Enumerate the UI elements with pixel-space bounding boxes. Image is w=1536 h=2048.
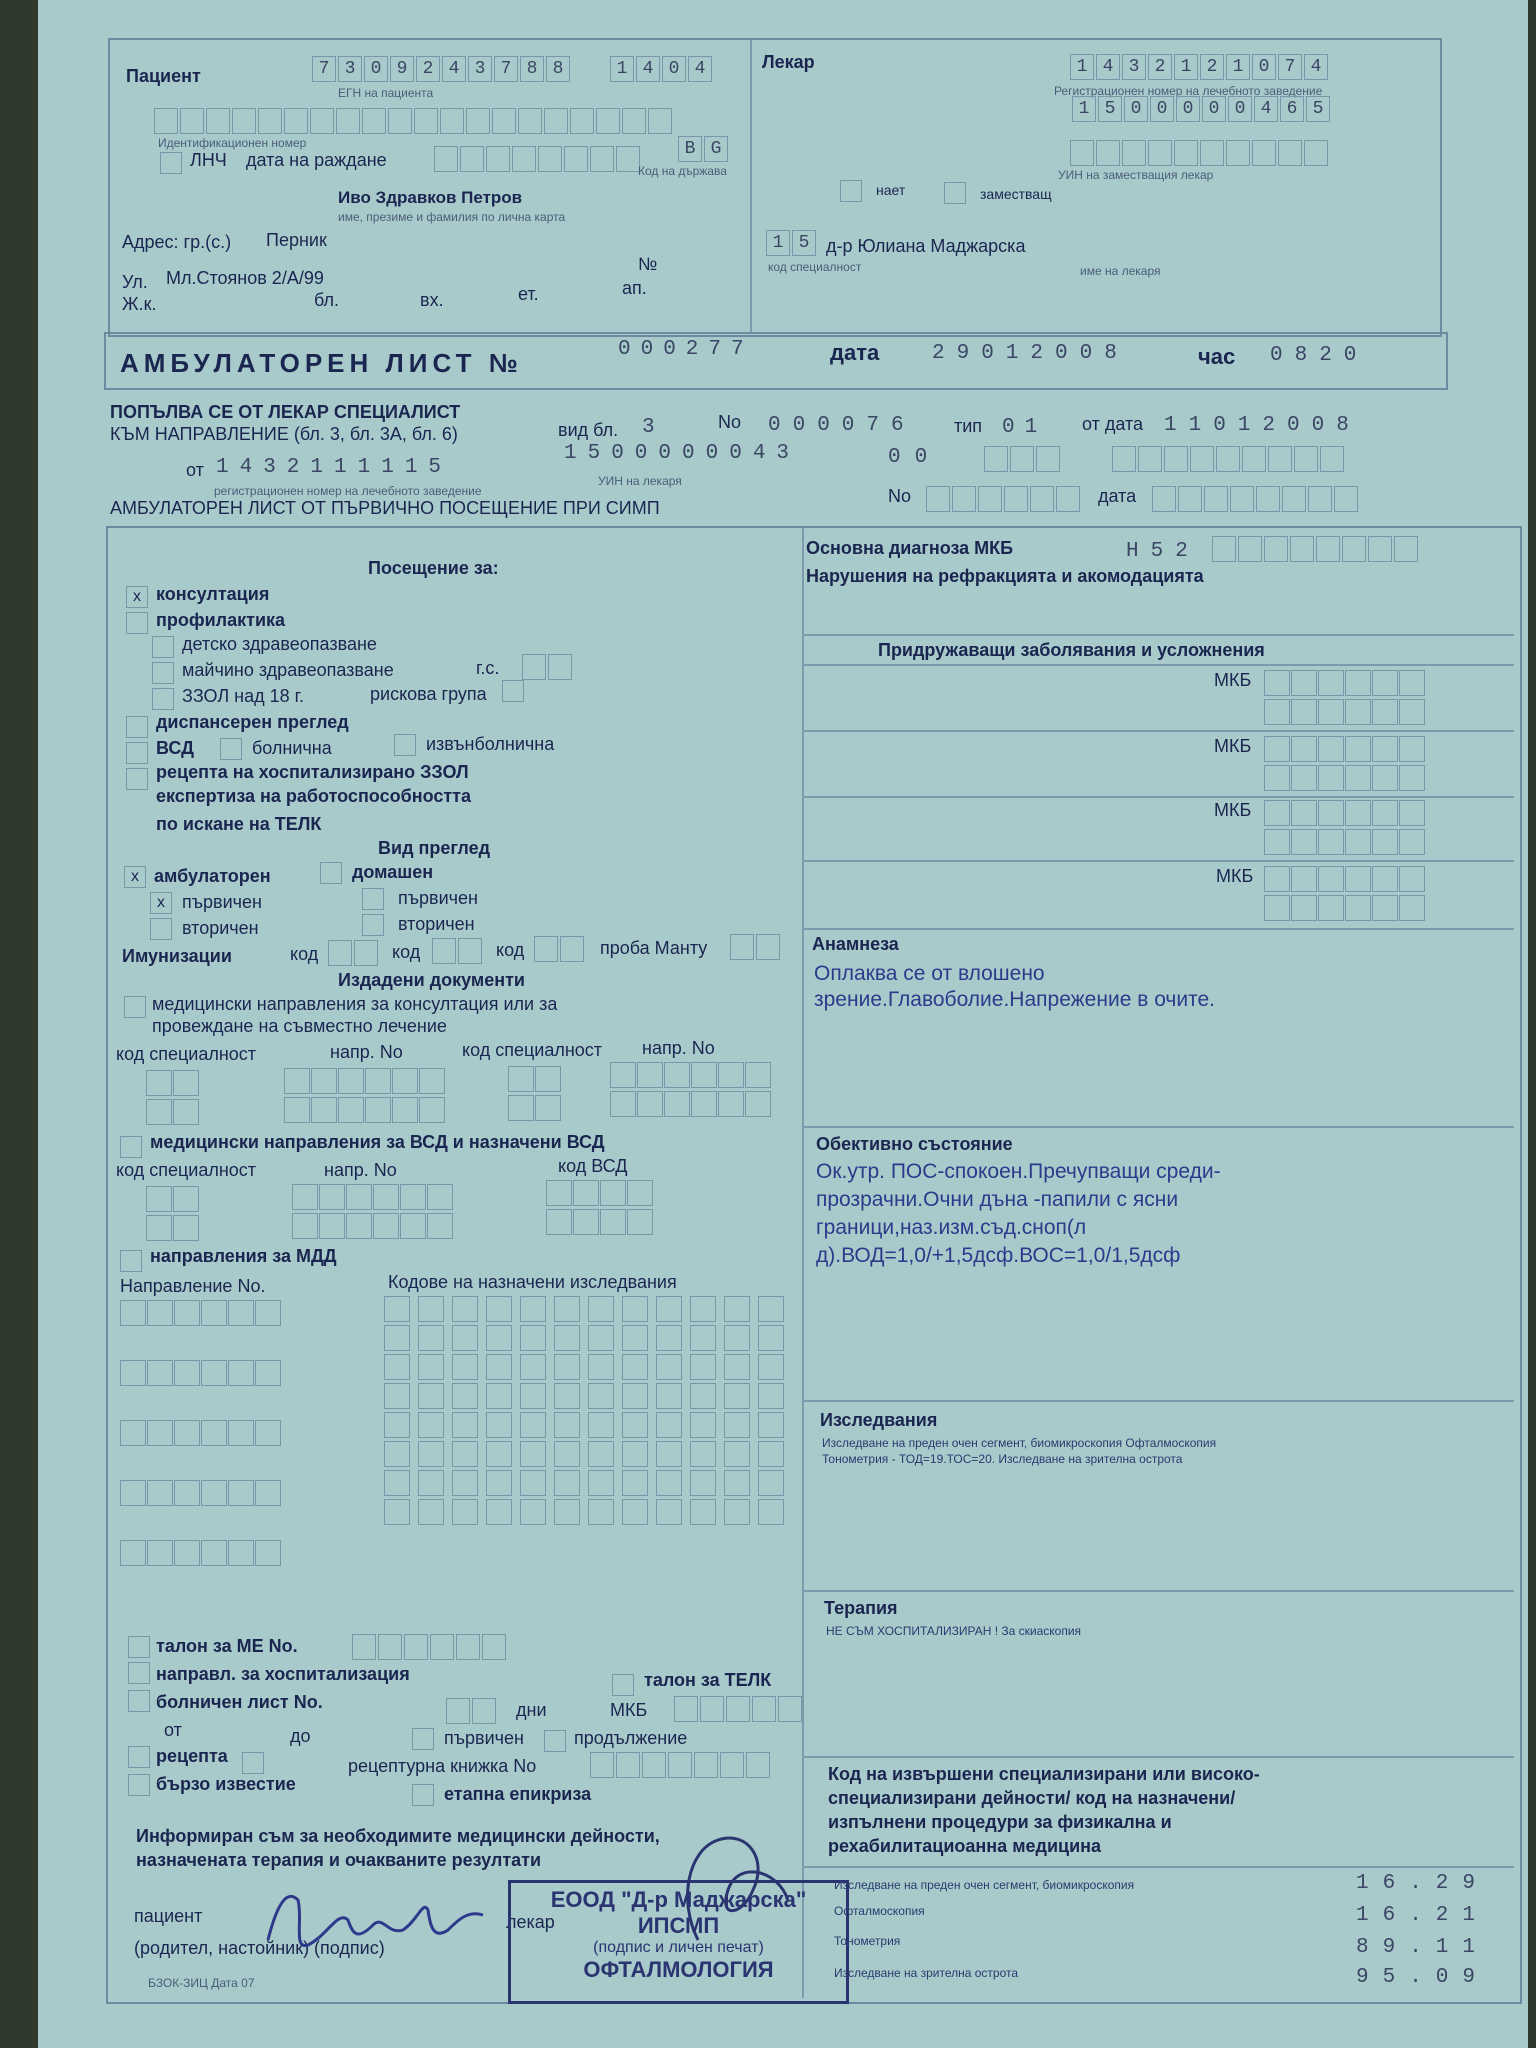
vsd-code-grid[interactable] bbox=[546, 1180, 651, 1235]
ref-no2-grid[interactable] bbox=[610, 1062, 769, 1117]
therapy-label: Терапия bbox=[824, 1598, 898, 1618]
objective-line2[interactable]: прозрачни.Очни дъна -папили с ясни bbox=[816, 1188, 1179, 1211]
country-letter: G bbox=[704, 136, 728, 162]
id-caption: Идентификационен номер bbox=[158, 136, 307, 150]
days-label: дни bbox=[516, 1700, 547, 1720]
doctor-code[interactable]: 1 5 0 0 0 0 0 4 6 5 bbox=[1072, 96, 1332, 122]
simp-no-boxes[interactable] bbox=[926, 486, 1082, 512]
consultation-label: консултация bbox=[156, 584, 270, 604]
sheet-date-label: дата bbox=[830, 340, 880, 365]
procedures-title2: специализирани дейности/ код на назначени/ bbox=[828, 1788, 1236, 1808]
sick-leave-days-boxes[interactable] bbox=[446, 1698, 498, 1724]
hospital-checkbox[interactable] bbox=[220, 738, 242, 760]
continuation-checkbox[interactable] bbox=[544, 1730, 566, 1752]
direction-no-label: Направление No. bbox=[120, 1276, 266, 1296]
documents-title: Издадени документи bbox=[338, 970, 525, 990]
referral-no[interactable]: 000076 bbox=[768, 414, 916, 437]
zamestvasht-checkbox[interactable] bbox=[944, 182, 966, 204]
codes-label: Кодове на назначени изследвания bbox=[388, 1272, 677, 1292]
referral-tip[interactable]: 01 bbox=[1002, 416, 1048, 439]
patient-label: Пациент bbox=[126, 66, 201, 86]
risk-label: рискова група bbox=[370, 684, 487, 704]
home-secondary-checkbox[interactable] bbox=[362, 914, 384, 936]
stamp-doctor-caption: (подпис и личен печат) bbox=[593, 1939, 764, 1956]
vsd-checkbox[interactable] bbox=[126, 742, 148, 764]
referral-uin-caption: УИН на лекаря bbox=[598, 474, 682, 488]
ap-label: ап. bbox=[622, 278, 647, 298]
immunizations-label: Имунизации bbox=[122, 946, 232, 966]
egn-digit: 7 bbox=[312, 56, 336, 82]
consent-patient-caption: (родител, настойник) (подпис) bbox=[134, 1938, 385, 1958]
gs-label: г.с. bbox=[476, 658, 500, 678]
doctor-label: Лекар bbox=[762, 52, 815, 72]
doctor-specialty-caption: код специалност bbox=[768, 260, 862, 274]
referral-from-date-label: от дата bbox=[1082, 414, 1144, 434]
lnch-checkbox[interactable] bbox=[160, 152, 182, 174]
mkb-divider-4 bbox=[804, 928, 1514, 930]
mdd-direction-grid[interactable] bbox=[120, 1300, 279, 1566]
home-label: домашен bbox=[352, 862, 434, 882]
mother-checkbox[interactable] bbox=[152, 662, 174, 684]
form-code: БЗОК-ЗИЦ Дата 07 bbox=[148, 1976, 255, 1990]
immunization-code3-label: код bbox=[496, 940, 525, 960]
primary-checkbox[interactable]: x bbox=[150, 892, 172, 914]
sheet-time[interactable]: 0820 bbox=[1270, 344, 1369, 367]
country-caption: Код на държава bbox=[638, 164, 727, 178]
patient-id-boxes[interactable] bbox=[154, 108, 674, 134]
referral-extra[interactable]: 00 bbox=[888, 446, 942, 469]
diagnosis-code[interactable]: H52 bbox=[1126, 540, 1200, 563]
procedures-divider bbox=[804, 1866, 1514, 1868]
epicrisis-checkbox[interactable] bbox=[412, 1784, 434, 1806]
visit-title: Посещение за: bbox=[368, 558, 499, 578]
egn-digit: 4 bbox=[442, 56, 466, 82]
referral-line1: ПОПЪЛВА СЕ ОТ ЛЕКАР СПЕЦИАЛИСТ bbox=[110, 402, 461, 422]
mdd-checkbox[interactable] bbox=[120, 1250, 142, 1272]
substitute-caption: УИН на заместващия лекар bbox=[1058, 168, 1214, 182]
immunization-code3[interactable] bbox=[534, 936, 586, 962]
doctor-specialty[interactable]: 1 5 bbox=[766, 230, 818, 256]
mantoux-boxes[interactable] bbox=[730, 934, 782, 960]
mkb-label-2: МКБ bbox=[1214, 736, 1252, 756]
prophylaxis-label: профилактика bbox=[156, 610, 286, 630]
egn-digit: 3 bbox=[468, 56, 492, 82]
procedure-code[interactable]: 16.21 bbox=[1356, 1904, 1490, 1927]
mkb-label-1: МКБ bbox=[1214, 670, 1252, 690]
hospital-label: болнична bbox=[252, 738, 332, 758]
anamnesis-label: Анамнеза bbox=[812, 934, 899, 954]
telk-talon-checkbox[interactable] bbox=[612, 1674, 634, 1696]
vsd-no-grid[interactable] bbox=[292, 1184, 451, 1239]
suffix-digit: 0 bbox=[662, 56, 686, 82]
procedure-name: Тонометрия bbox=[834, 1934, 901, 1948]
vsd-code-label: код ВСД bbox=[558, 1156, 628, 1176]
birth-date-label: дата на раждане bbox=[246, 150, 387, 170]
suffix-digit: 1 bbox=[610, 56, 634, 82]
procedures-title1: Код на извършени специализирани или високо- bbox=[828, 1764, 1260, 1784]
egn-digit: 7 bbox=[494, 56, 518, 82]
referral-from-code[interactable]: 1432111115 bbox=[216, 456, 453, 479]
mkb-divider-3 bbox=[804, 860, 1514, 862]
secondary-checkbox[interactable] bbox=[150, 918, 172, 940]
mkb-divider-2 bbox=[804, 796, 1514, 798]
urgent-label: бързо известие bbox=[156, 1774, 296, 1794]
referral-vid-label: вид бл. bbox=[558, 420, 619, 440]
dispensary-label: диспансерен преглед bbox=[156, 712, 349, 732]
referral-tip-label: тип bbox=[954, 416, 983, 436]
country-code[interactable] bbox=[678, 136, 730, 162]
mdd-codes-grid[interactable] bbox=[384, 1296, 782, 1525]
egn-digit: 9 bbox=[390, 56, 414, 82]
risk-checkbox[interactable] bbox=[502, 680, 524, 702]
stamp-line3: ОФТАЛМОЛОГИЯ bbox=[583, 1957, 774, 1982]
diagnosis-text[interactable]: Нарушения на рефракцията и акомодацията bbox=[806, 566, 1204, 586]
jk-label: Ж.к. bbox=[122, 294, 157, 314]
investigations-label: Изследвания bbox=[820, 1410, 938, 1430]
sick-leave-label: болничен лист No. bbox=[156, 1692, 323, 1712]
patient-name[interactable]: Иво Здравков Петров bbox=[338, 188, 523, 207]
home-primary-checkbox[interactable] bbox=[362, 888, 384, 910]
zamestvasht-label: заместващ bbox=[980, 186, 1052, 202]
sick-mkb-boxes[interactable] bbox=[674, 1696, 804, 1722]
ambulatory-label: амбулаторен bbox=[154, 866, 271, 886]
diagnosis-label: Основна диагноза МКБ bbox=[806, 538, 1014, 558]
home-secondary-label: вторичен bbox=[398, 914, 475, 934]
epicrisis-label: етапна епикриза bbox=[444, 1784, 592, 1804]
immunization-code1-label: код bbox=[290, 944, 319, 964]
objective-line3[interactable]: граници,наз.изм.съд.сноп(л bbox=[816, 1216, 1087, 1239]
procedure-name: Изследване на преден очен сегмент, биомикроскопия bbox=[834, 1878, 1135, 1892]
sheet-time-label: час bbox=[1198, 344, 1236, 369]
sheet-date[interactable]: 29012008 bbox=[932, 342, 1129, 365]
substitute-uin-boxes[interactable] bbox=[1070, 140, 1330, 166]
telk-talon-label: талон за ТЕЛК bbox=[644, 1670, 772, 1690]
outpatient-label: извънболнична bbox=[426, 734, 555, 754]
exam-title: Вид преглед bbox=[378, 838, 491, 858]
suffix-digit: 4 bbox=[688, 56, 712, 82]
apartment-no-label: № bbox=[638, 254, 658, 274]
objective-label: Обективно състояние bbox=[816, 1134, 1013, 1154]
egn-digit: 0 bbox=[364, 56, 388, 82]
recipe-doc-checkbox[interactable] bbox=[128, 1746, 150, 1768]
expertise-label: експертиза на работоспособността bbox=[156, 786, 471, 806]
spec-code3-label: код специалност bbox=[116, 1160, 257, 1180]
street-label: Ул. bbox=[122, 272, 148, 292]
referral-uin[interactable]: 1500000043 bbox=[564, 442, 801, 465]
referral-extra-boxes[interactable] bbox=[984, 446, 1062, 472]
patient-doctor-frame bbox=[108, 38, 1442, 337]
referral-no-label: No bbox=[718, 412, 742, 432]
simp-date-boxes[interactable] bbox=[1152, 486, 1360, 512]
spec-code2-label: код специалност bbox=[462, 1040, 603, 1060]
doctor-name[interactable]: д-р Юлиана Маджарска bbox=[826, 236, 1026, 256]
urgent-checkbox[interactable] bbox=[128, 1774, 150, 1796]
prophylaxis-checkbox[interactable] bbox=[126, 612, 148, 634]
egn-digit: 3 bbox=[338, 56, 362, 82]
child-label: детско здравеопазване bbox=[182, 634, 377, 654]
recipe-book-label: рецептурна книжка No bbox=[348, 1756, 537, 1776]
recipe-book-boxes[interactable] bbox=[590, 1752, 772, 1778]
simp-date-label: дата bbox=[1098, 486, 1137, 506]
ref-no2-label: напр. No bbox=[642, 1038, 715, 1058]
mkb-grid-4[interactable] bbox=[1264, 866, 1423, 921]
simp-no-label: No bbox=[888, 486, 912, 506]
primary-label: първичен bbox=[182, 892, 262, 912]
recipe-doc-checkbox2[interactable] bbox=[242, 1752, 264, 1774]
consultation-checkbox[interactable]: x bbox=[126, 586, 148, 608]
spec-code-label: код специалност bbox=[116, 1044, 257, 1064]
me-talon-checkbox[interactable] bbox=[128, 1636, 150, 1658]
et-label: ет. bbox=[518, 284, 539, 304]
hosp-ref-checkbox[interactable] bbox=[128, 1662, 150, 1684]
therapy-text[interactable]: НЕ СЪМ ХОСПИТАЛИЗИРАН ! За скиаскопия bbox=[826, 1624, 1082, 1638]
accompanying-label: Придружаващи заболявания и усложнения bbox=[878, 640, 1265, 660]
doctor-uin-caption: Регистрационен номер на лечебното заведение bbox=[1054, 84, 1323, 98]
ref-no-grid[interactable] bbox=[284, 1068, 443, 1123]
referral-from-date[interactable]: 11012008 bbox=[1164, 414, 1361, 437]
adult-checkbox[interactable] bbox=[152, 688, 174, 710]
bl-label: бл. bbox=[314, 290, 340, 310]
vsd-spec-grid[interactable] bbox=[146, 1186, 197, 1241]
objective-line1[interactable]: Ок.утр. ПОС-спокоен.Пречупващи среди- bbox=[816, 1160, 1221, 1183]
egn-digit: 2 bbox=[416, 56, 440, 82]
referral-vid[interactable]: 3 bbox=[642, 416, 669, 439]
anamnesis-line1[interactable]: Оплаква се от влошено bbox=[814, 962, 1045, 985]
patient-name-caption: име, презиме и фамилия по лична карта bbox=[338, 210, 566, 224]
secondary-label: вторичен bbox=[182, 918, 259, 938]
procedures-title3: изпълнени процедури за физикална и bbox=[828, 1812, 1172, 1832]
investigations-line1[interactable]: Изследване на преден очен сегмент, биомикроскопия Офталмоскопия bbox=[822, 1436, 1217, 1450]
consent-line1: Информиран съм за необходимите медицински дейности, bbox=[136, 1826, 660, 1846]
outpatient-checkbox[interactable] bbox=[394, 734, 416, 756]
consent-line2: назначената терапия и очакваните резултати bbox=[136, 1850, 542, 1870]
referral-line2: КЪМ НАПРАВЛЕНИЕ (бл. 3, бл. 3А, бл. 6) bbox=[110, 424, 458, 444]
procedure-name: Изследване на зрителна острота bbox=[834, 1966, 1019, 1980]
mkb-label-3: МКБ bbox=[1214, 800, 1252, 820]
hosp-ref-label: направл. за хоспитализация bbox=[156, 1664, 410, 1684]
immunization-code2-label: код bbox=[392, 942, 421, 962]
continuation-label: продължение bbox=[574, 1728, 688, 1748]
simp-label: АМБУЛАТОРЕН ЛИСТ ОТ ПЪРВИЧНО ПОСЕЩЕНИЕ ПРИ СИМП bbox=[110, 498, 660, 518]
naet-label: нает bbox=[876, 182, 906, 198]
lnch-label: ЛНЧ bbox=[190, 150, 227, 170]
ref-no3-label: напр. No bbox=[324, 1160, 397, 1180]
recipe-label: рецепта на хоспитализирано ЗЗОЛ bbox=[156, 762, 469, 782]
objective-line4[interactable]: д).ВОД=1,0/+1,5дсф.ВОС=1,0/1,5дсф bbox=[816, 1244, 1181, 1267]
home-checkbox[interactable] bbox=[320, 862, 342, 884]
mkb-grid-3[interactable] bbox=[1264, 800, 1423, 855]
doctor-name-caption: име на лекаря bbox=[1080, 264, 1161, 278]
anamnesis-line2[interactable]: зрение.Главоболие.Напрежение в очите. bbox=[814, 988, 1215, 1011]
referral-from-caption: регистрационен номер на лечебното заведение bbox=[214, 484, 482, 498]
mkb-divider-1 bbox=[804, 730, 1514, 732]
me-talon-label: талон за МЕ No. bbox=[156, 1636, 298, 1656]
birth-date-boxes[interactable] bbox=[434, 146, 642, 172]
dispensary-checkbox[interactable] bbox=[126, 716, 148, 738]
country-letter: B bbox=[678, 136, 702, 162]
recipe-doc-label: рецепта bbox=[156, 1746, 228, 1766]
objective-divider bbox=[804, 1400, 1514, 1402]
doctor-signature bbox=[658, 1820, 808, 1950]
telk-label: по искане на ТЕЛК bbox=[156, 814, 322, 834]
investigations-divider bbox=[804, 1590, 1514, 1592]
ref-spec-grid[interactable] bbox=[146, 1070, 197, 1125]
home-primary-label: първичен bbox=[398, 888, 478, 908]
stamp-line1: ЕООД "Д-р Маджарска" bbox=[550, 1887, 807, 1912]
ambulatory-sheet bbox=[38, 0, 1528, 2048]
from-label: от bbox=[164, 1720, 182, 1740]
sick-primary-label: първичен bbox=[444, 1728, 524, 1748]
address-label: Адрес: гр.(с.) bbox=[122, 232, 232, 252]
immunization-code2[interactable] bbox=[432, 938, 484, 964]
mkb-grid-2[interactable] bbox=[1264, 736, 1423, 791]
ambulatory-checkbox[interactable]: x bbox=[124, 866, 146, 888]
patient-egn[interactable] bbox=[312, 56, 572, 82]
referral-from-label: от bbox=[186, 460, 204, 480]
med-ref-checkbox[interactable] bbox=[124, 996, 146, 1018]
mother-label: майчино здравеопазване bbox=[182, 660, 394, 680]
egn-digit: 8 bbox=[520, 56, 544, 82]
ref-no-label: напр. No bbox=[330, 1042, 403, 1062]
street-value[interactable]: Мл.Стоянов 2/А/99 bbox=[166, 268, 324, 288]
vh-label: вх. bbox=[420, 290, 444, 310]
mdd-label: направления за МДД bbox=[150, 1246, 337, 1266]
recipe-checkbox[interactable] bbox=[126, 768, 148, 790]
procedure-code[interactable]: 95.09 bbox=[1356, 1966, 1490, 1989]
diagnosis-divider bbox=[804, 634, 1514, 636]
me-talon-boxes[interactable] bbox=[352, 1634, 508, 1660]
immunization-code1[interactable] bbox=[328, 940, 380, 966]
med-ref-label: медицински направления за консултация или за bbox=[152, 994, 558, 1014]
sick-mkb-label: МКБ bbox=[610, 1700, 648, 1720]
gs-boxes[interactable] bbox=[522, 654, 574, 680]
vsd-label: ВСД bbox=[156, 738, 194, 758]
patient-signature bbox=[258, 1880, 498, 1960]
egn-digit: 8 bbox=[546, 56, 570, 82]
diagnosis-code-boxes[interactable] bbox=[1212, 536, 1420, 562]
doctor-uin[interactable]: 1 4 3 2 1 2 1 0 7 4 bbox=[1070, 54, 1330, 80]
procedure-name: Офталмоскопия bbox=[834, 1904, 925, 1918]
patient-suffix[interactable] bbox=[610, 56, 714, 82]
therapy-divider bbox=[804, 1756, 1514, 1758]
procedure-code[interactable]: 89.11 bbox=[1356, 1936, 1490, 1959]
naet-checkbox[interactable] bbox=[840, 180, 862, 202]
to-label: до bbox=[290, 1726, 311, 1746]
main-divider bbox=[802, 528, 804, 1998]
vsd-ref-checkbox[interactable] bbox=[120, 1136, 142, 1158]
stamp-line2: ИПСМП bbox=[637, 1913, 720, 1938]
suffix-digit: 4 bbox=[636, 56, 660, 82]
sheet-title: АМБУЛАТОРЕН ЛИСТ № bbox=[120, 348, 523, 378]
patient-doctor-divider bbox=[750, 40, 752, 332]
address-city[interactable]: Перник bbox=[266, 230, 327, 250]
anamnesis-divider bbox=[804, 1126, 1514, 1128]
mkb-label-4: МКБ bbox=[1216, 866, 1254, 886]
consent-doctor-label: лекар bbox=[506, 1912, 555, 1932]
mkb-grid-1[interactable] bbox=[1264, 670, 1423, 725]
consent-patient-label: пациент bbox=[134, 1906, 203, 1926]
sick-leave-checkbox[interactable] bbox=[128, 1690, 150, 1712]
sheet-number[interactable]: 000277 bbox=[618, 338, 754, 361]
accompanying-divider bbox=[804, 664, 1514, 666]
procedures-title4: рехабилитациоанна медицина bbox=[828, 1836, 1102, 1856]
vsd-ref-label: медицински направления за ВСД и назначени ВСД bbox=[150, 1132, 605, 1152]
med-ref-label2: провеждане на съвместно лечение bbox=[152, 1016, 447, 1036]
egn-caption: ЕГН на пациента bbox=[338, 86, 434, 100]
child-checkbox[interactable] bbox=[152, 636, 174, 658]
sick-primary-checkbox[interactable] bbox=[412, 1728, 434, 1750]
procedure-code[interactable]: 16.29 bbox=[1356, 1872, 1490, 1895]
investigations-line2[interactable]: Тонометрия - ТОД=19.ТОС=20. Изследване на зрителна острота bbox=[822, 1452, 1183, 1466]
mantoux-label: проба Манту bbox=[600, 938, 708, 958]
ref-spec2-grid[interactable] bbox=[508, 1066, 559, 1121]
referral-extra-boxes2[interactable] bbox=[1112, 446, 1346, 472]
adult-label: ЗЗОЛ над 18 г. bbox=[182, 686, 305, 706]
